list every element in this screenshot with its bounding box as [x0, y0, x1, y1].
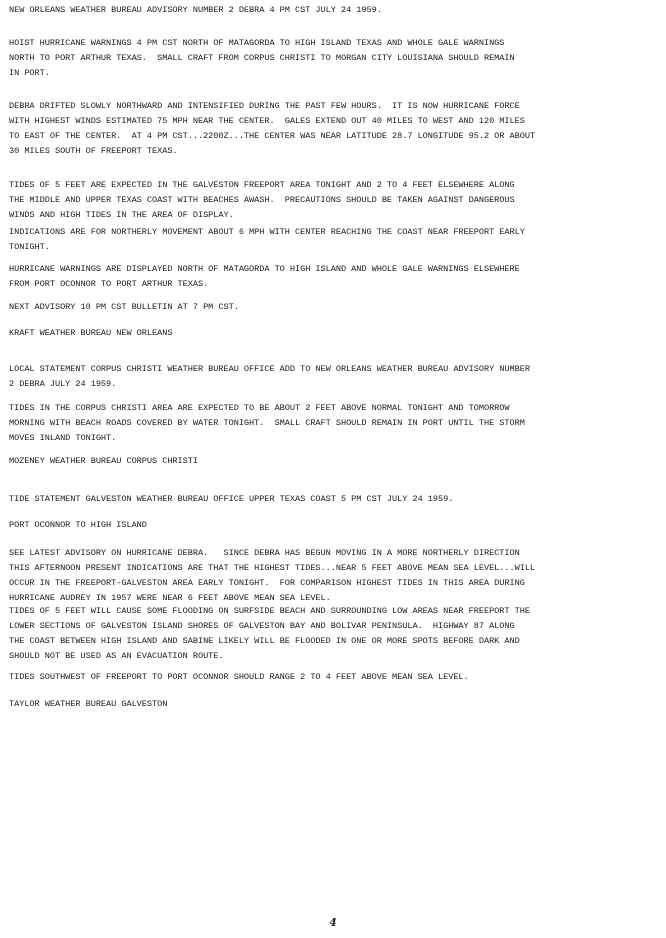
- corpus-christi-tides-paragraph: TIDES IN THE CORPUS CHRISTI AREA ARE EXPECTED TO BE ABOUT 2 FEET ABOVE NORMAL TONIGHT AND TOMORROW MORNING WITH BEACH ROADS COVERED BY WATER TONIGHT. SMALL CRAFT SHOULD REMAIN IN PORT UNTIL THE STORM MOVES INLAND TONIGHT.: [9, 403, 525, 443]
- debra-intensified-paragraph: DEBRA DRIFTED SLOWLY NORTHWARD AND INTENSIFIED DURING THE PAST FEW HOURS. IT IS NOW HURRICANE FORCE WITH HIGHEST WINDS ESTIMATED 75 MPH NEAR THE CENTER. GALES EXTEND OUT 40 MILES TO WEST AND 120 MILES TO EAST OF THE CENTER. AT 4 PM CST...2200Z...THE CENTER WAS NEAR LATITUDE 28.7 LONGITUDE 95.2 OR ABOUT 30 MILES SOUTH OF FREEPORT TEXAS.: [9, 101, 536, 156]
- mozeney-signature: MOZENEY WEATHER BUREAU CORPUS CHRISTI: [9, 456, 198, 466]
- latest-advisory-paragraph: SEE LATEST ADVISORY ON HURRICANE DEBRA. SINCE DEBRA HAS BEGUN MOVING IN A MORE NORTHERLY DIRECTION THIS AFTERNOON PRESENT INDICATIONS ARE THAT THE HIGHEST TIDES...NEAR 5 FEET ABOVE MEAN SEA LEVEL...WILL OCCUR IN THE FREEPORT-GALVESTON AREA EARLY TONIGHT. FOR COMPARISON HIGHEST TIDES IN THIS AREA DURING HURRICANE AUDREY IN 1957 WERE NEAR 6 FEET ABOVE MEAN SEA LEVEL.: [9, 548, 536, 603]
- warnings-displayed-paragraph: HURRICANE WARNINGS ARE DISPLAYED NORTH OF MATAGORDA TO HIGH ISLAND AND WHOLE GALE WARNINGS ELSEWHERE FROM PORT OCONNOR TO PORT ARTHUR TEXAS.: [9, 264, 520, 289]
- page-number: 4: [329, 916, 337, 929]
- local-statement-heading: LOCAL STATEMENT CORPUS CHRISTI WEATHER BUREAU OFFICE ADD TO NEW ORLEANS WEATHER BUREAU ADVISORY NUMBER 2 DEBRA JULY 24 1959.: [9, 364, 530, 389]
- kraft-signature: KRAFT WEATHER BUREAU NEW ORLEANS: [9, 328, 173, 338]
- movement-indications-paragraph: INDICATIONS ARE FOR NORTHERLY MOVEMENT ABOUT 6 MPH WITH CENTER REACHING THE COAST NEAR FREEPORT EARLY TONIGHT.: [9, 227, 525, 252]
- tide-statement-heading: TIDE STATEMENT GALVESTON WEATHER BUREAU OFFICE UPPER TEXAS COAST 5 PM CST JULY 24 1959.: [9, 494, 454, 504]
- next-advisory-line: NEXT ADVISORY 10 PM CST BULLETIN AT 7 PM CST.: [9, 302, 239, 312]
- tides-expected-paragraph: TIDES OF 5 FEET ARE EXPECTED IN THE GALVESTON FREEPORT AREA TONIGHT AND 2 TO 4 FEET ELSEWHERE ALONG THE MIDDLE AND UPPER TEXAS COAST WITH BEACHES AWASH. PRECAUTIONS SHOULD BE TAKEN AGAINST DANGEROUS WINDS AND HIGH TIDES IN THE AREA OF DISPLAY.: [9, 180, 515, 220]
- hurricane-warnings-paragraph: HOIST HURRICANE WARNINGS 4 PM CST NORTH OF MATAGORDA TO HIGH ISLAND TEXAS AND WHOLE GALE WARNINGS NORTH TO PORT ARTHUR TEXAS. SMALL CRAFT FROM CORPUS CHRISTI TO MORGAN CITY LOUISIANA SHOULD REMAIN IN PORT.: [9, 38, 515, 78]
- area-line: PORT OCONNOR TO HIGH ISLAND: [9, 520, 147, 530]
- taylor-signature: TAYLOR WEATHER BUREAU GALVESTON: [9, 699, 168, 709]
- flooding-paragraph: TIDES OF 5 FEET WILL CAUSE SOME FLOODING ON SURFSIDE BEACH AND SURROUNDING LOW AREAS NEAR FREEPORT THE LOWER SECTIONS OF GALVESTON ISLAND SHORES OF GALVESTON BAY AND BOLIVAR PENINSULA. HIGHWAY 87 ALONG THE COAST BETWEEN HIGH ISLAND AND SABINE LIKELY WILL BE FLOODED IN ONE OR MORE SPOTS BEFORE DARK AND SHOULD NOT BE USED AS AN EVACUATION ROUTE.: [9, 606, 530, 661]
- southwest-tides-line: TIDES SOUTHWEST OF FREEPORT TO PORT OCONNOR SHOULD RANGE 2 TO 4 FEET ABOVE MEAN SEA LEVEL.: [9, 672, 469, 682]
- advisory-heading: NEW ORLEANS WEATHER BUREAU ADVISORY NUMBER 2 DEBRA 4 PM CST JULY 24 1959.: [9, 5, 382, 15]
